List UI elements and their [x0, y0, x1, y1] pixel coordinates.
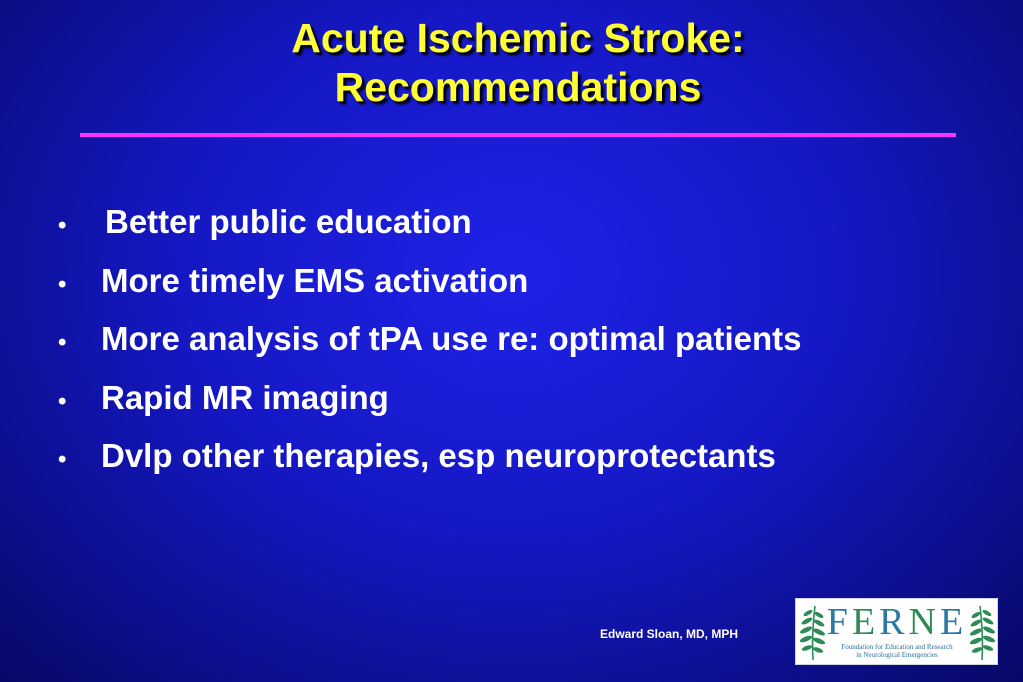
bullet-marker: •: [58, 329, 67, 356]
bullet-marker: •: [58, 270, 67, 298]
title-line-1: Acute Ischemic Stroke:: [291, 15, 745, 61]
footer-author: Edward Sloan, MD, MPH: [600, 627, 739, 641]
bullet-text: Better public education: [105, 203, 472, 240]
slide-title: [80, 14, 956, 112]
fern-leaf-icon: [800, 603, 826, 661]
title-line-2: Recommendations: [334, 64, 702, 110]
logo-letter: F: [826, 601, 852, 643]
bullet-text: Dvlp other therapies, esp neuroprotectants: [101, 437, 776, 474]
bullet-item: [58, 437, 802, 496]
bullet-text: Rapid MR imaging: [101, 378, 389, 416]
logo-letter: E: [939, 601, 968, 643]
logo-subtitle-line-1: Foundation for Education and Research: [841, 643, 953, 651]
bullet-item: [58, 320, 802, 379]
fern-leaf-icon: [969, 603, 995, 661]
bullet-marker: •: [58, 212, 67, 239]
logo-letter: E: [851, 601, 880, 643]
logo-subtitle-line-2: in Neurological Emergencies: [856, 651, 938, 659]
logo-letter: N: [908, 601, 940, 643]
bullet-marker: •: [58, 446, 67, 473]
logo-wordmark: [824, 601, 970, 643]
ferne-logo: [795, 598, 998, 665]
bullet-item: [58, 262, 802, 321]
title-underline: [80, 133, 956, 137]
bullet-marker: •: [58, 387, 67, 415]
bullet-list: [58, 203, 802, 496]
bullet-text: More analysis of tPA use re: optimal patients: [101, 320, 802, 357]
logo-letter: R: [879, 601, 909, 643]
bullet-item: [58, 203, 802, 262]
bullet-item: [58, 379, 802, 438]
bullet-text: More timely EMS activation: [101, 261, 529, 299]
